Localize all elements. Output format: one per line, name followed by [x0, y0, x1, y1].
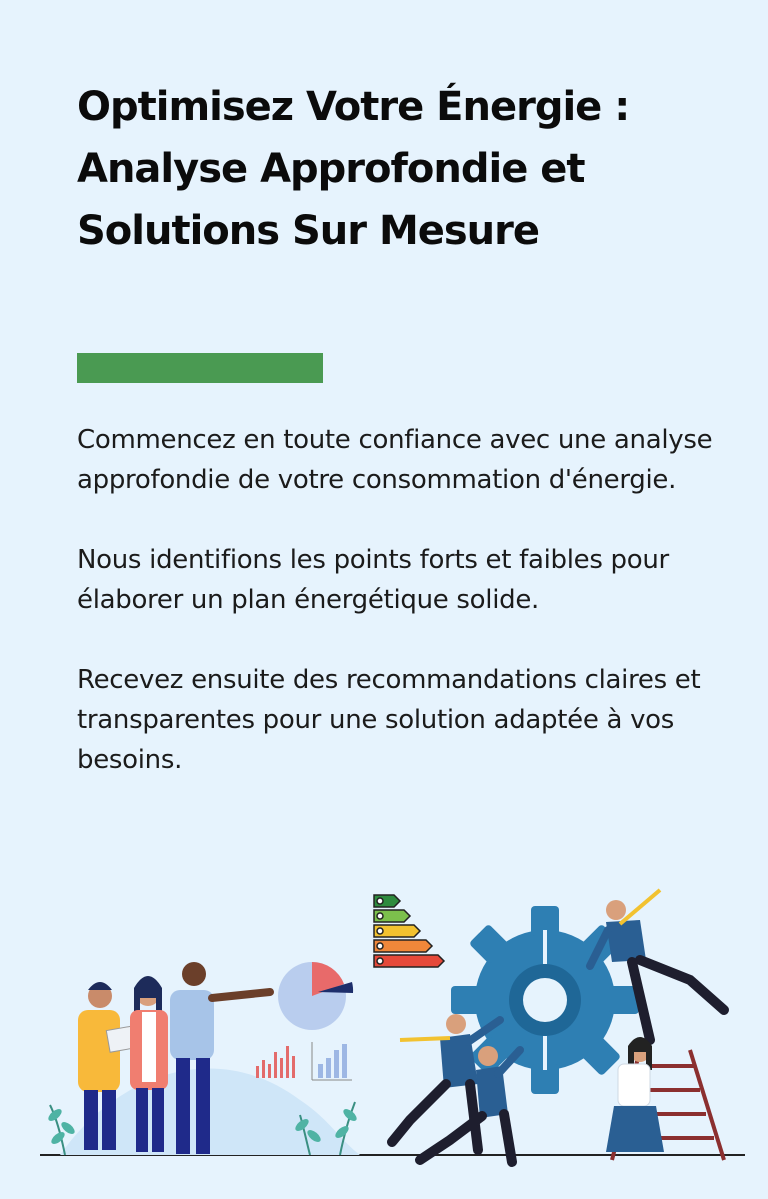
paragraph-recommendations: Recevez ensuite des recommandations claires et transparentes pour une solution adaptée à vos besoins. [77, 665, 701, 775]
title-line-3: Solutions Sur Mesure [77, 208, 540, 254]
paragraph-intro: Commencez en toute confiance avec une analyse approfondie de votre consommation d'énergie. [77, 425, 713, 495]
pie-chart-icon [278, 962, 353, 1030]
body-text [77, 420, 717, 820]
energy-efficiency-label-icon [374, 895, 444, 967]
title-line-1: Optimisez Votre Énergie : [77, 84, 630, 130]
teamwork-illustration [0, 870, 768, 1199]
accent-divider-bar [77, 353, 323, 383]
title-line-2: Analyse Approfondie et [77, 146, 585, 192]
bar-chart-icon-blue [312, 1042, 352, 1080]
bar-chart-icon-red [256, 1046, 295, 1078]
page-title [77, 76, 717, 262]
paragraph-strengths: Nous identifions les points forts et faibles pour élaborer un plan énergétique solide. [77, 545, 669, 615]
